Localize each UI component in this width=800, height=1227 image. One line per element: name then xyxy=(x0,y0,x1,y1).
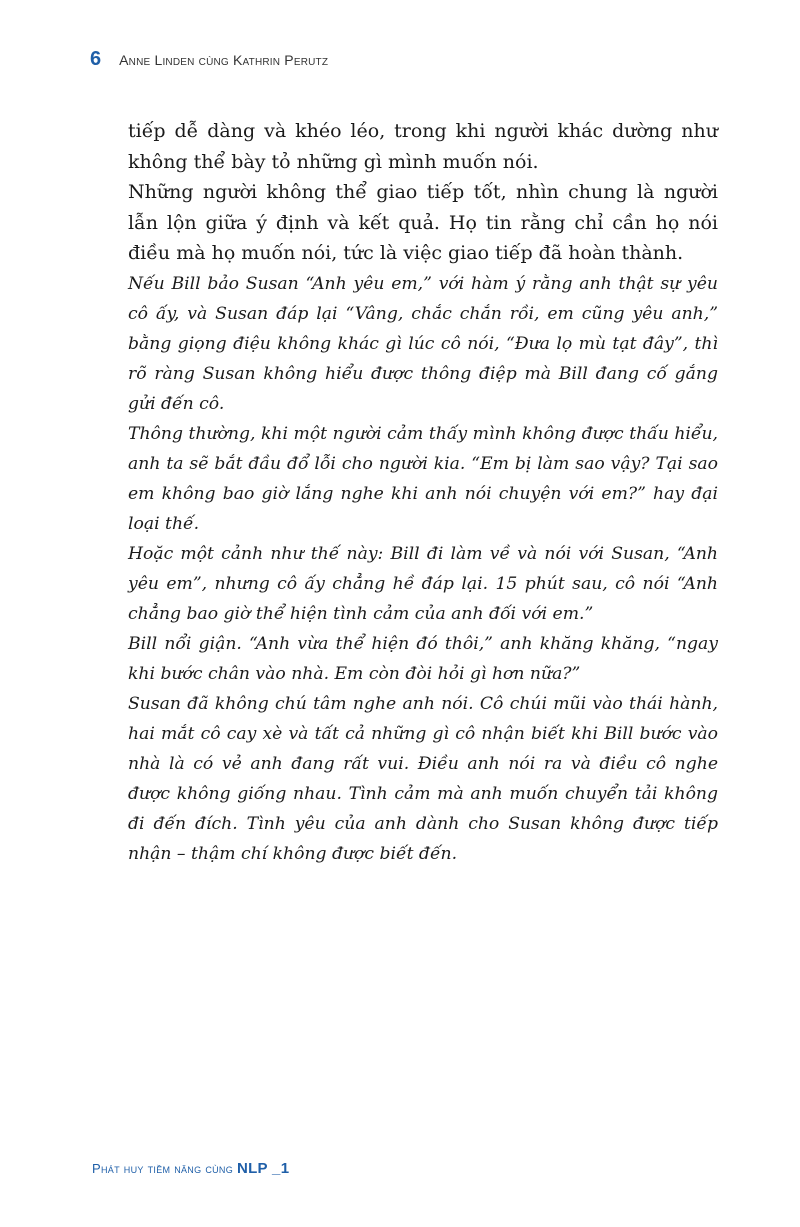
footer-book-title: Phát huy tiềm năng cùng xyxy=(92,1161,234,1176)
paragraph-italic: Hoặc một cảnh như thế này: Bill đi làm về và nói với Susan, “Anh yêu em”, nhưng cô ấy chẳng hề đáp lại. 15 phút sau, cô nói “Anh chẳng bao giờ thể hiện tình cảm của anh đối với em.” xyxy=(128,543,718,624)
paragraph-italic: Thông thường, khi một người cảm thấy mình không được thấu hiểu, anh ta sẽ bắt đầu đổ lỗi cho người kia. “Em bị làm sao vậy? Tại sao em không bao giờ lắng nghe khi anh nói chuyện với em?” hay đại loại thế. xyxy=(128,423,718,534)
paragraph-italic: Bill nổi giận. “Anh vừa thể hiện đó thôi,” anh khăng khăng, “ngay khi bước chân vào nhà. Em còn đòi hỏi gì hơn nữa?” xyxy=(128,633,718,684)
paragraph-italic: Nếu Bill bảo Susan “Anh yêu em,” với hàm ý rằng anh thật sự yêu cô ấy, và Susan đáp lại “Vâng, chắc chắn rồi, em cũng yêu anh,” bằng giọng điệu không khác gì lúc cô nói, “Đưa lọ mù tạt đây”, thì rõ ràng Susan không hiểu được thông điệp mà Bill đang cố gắng gửi đến cô. xyxy=(128,273,718,414)
running-head xyxy=(90,48,328,71)
running-head-author: Anne Linden cùng Kathrin Perutz xyxy=(119,52,329,68)
paragraph-italic: Susan đã không chú tâm nghe anh nói. Cô chúi mũi vào thái hành, hai mắt cô cay xè và tất cả những gì cô nhận biết khi Bill bước vào nhà là có vẻ anh đang rất vui. Điều anh nói ra và điều cô nghe được không giống nhau. Tình cảm mà anh muốn chuyển tải không đi đến đích. Tình yêu của anh dành cho Susan không được tiếp nhận – thậm chí không được biết đến. xyxy=(128,693,718,864)
paragraph: tiếp dễ dàng và khéo léo, trong khi người khác dường như không thể bày tỏ những gì mình muốn nói. xyxy=(128,120,718,173)
page-number: 6 xyxy=(90,48,102,70)
body-text xyxy=(128,116,718,869)
footer-book-volume: NLP _1 xyxy=(236,1160,290,1177)
running-footer xyxy=(92,1160,289,1177)
paragraph: Những người không thể giao tiếp tốt, nhìn chung là người lẫn lộn giữa ý định và kết quả. Họ tin rằng chỉ cần họ nói điều mà họ muốn nói, tức là việc giao tiếp đã hoàn thành. xyxy=(128,181,718,264)
